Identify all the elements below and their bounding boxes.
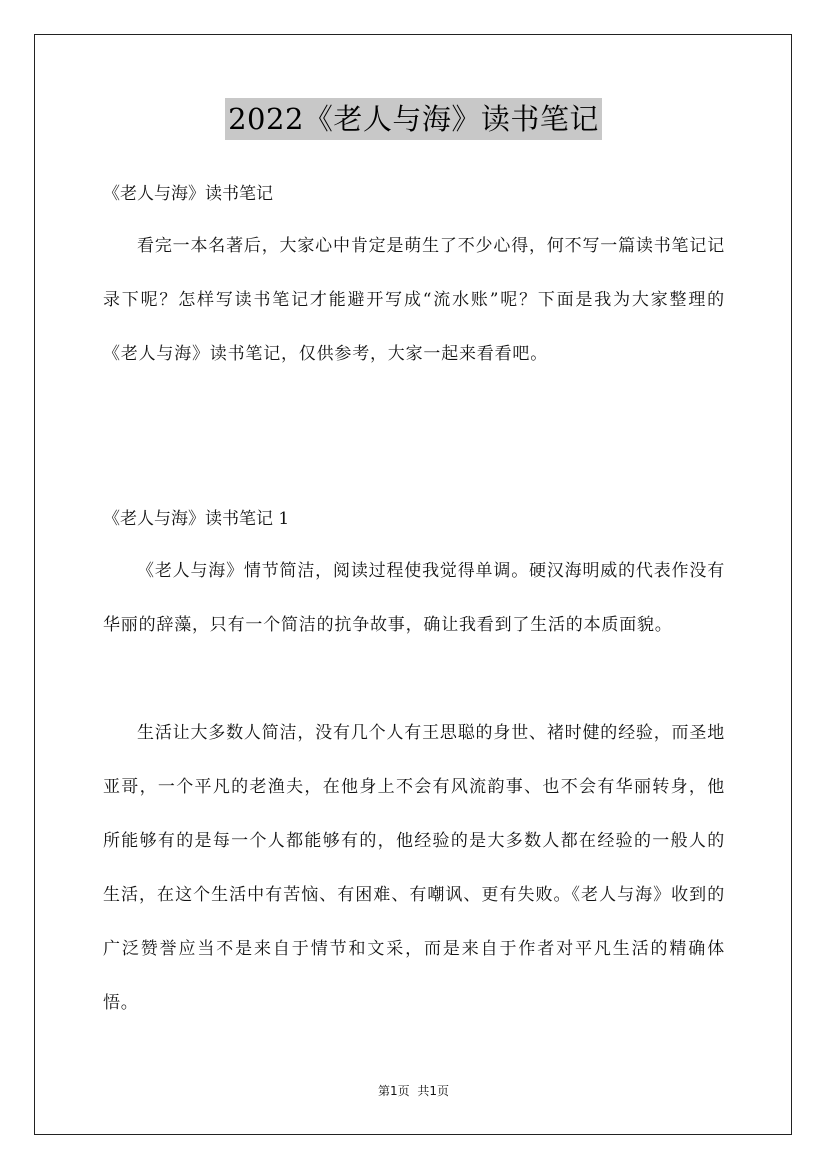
- intro-paragraph: 看完一本名著后，大家心中肯定是萌生了不少心得，何不写一篇读书笔记记录下呢？怎样写读书笔记才能避开写成“流水账”呢？下面是我为大家整理的《老人与海》读书笔记，仅供参考，大家一起来看看吧。: [103, 236, 725, 364]
- section-title: 《老人与海》读书笔记 1: [103, 509, 290, 529]
- document-subtitle: 《老人与海》读书笔记: [103, 184, 273, 204]
- document-title: 2022《老人与海》读书笔记: [225, 98, 602, 140]
- page-footer: [0, 1083, 827, 1099]
- page-number: 第1页: [377, 1084, 410, 1098]
- title-container: [0, 98, 827, 140]
- body-paragraph-2: 生活让大多数人简洁，没有几个人有王思聪的身世、褚时健的经验，而圣地亚哥，一个平凡的老渔夫，在他身上不会有风流韵事、也不会有华丽转身，他所能够有的是每一个人都能够有的，他经验的是大多数人都在经验的一般人的生活，在这个生活中有苦恼、有困难、有嘲讽、更有失败。《老人与海》收到的广泛赞誉应当不是来自于情节和文采，而是来自于作者对平凡生活的精确体悟。: [103, 723, 725, 1013]
- page-total: 共1页: [417, 1084, 450, 1098]
- body-paragraph-1: 《老人与海》情节简洁，阅读过程使我觉得单调。硬汉海明威的代表作没有华丽的辞藻，只有一个简洁的抗争故事，确让我看到了生活的本质面貌。: [103, 561, 725, 635]
